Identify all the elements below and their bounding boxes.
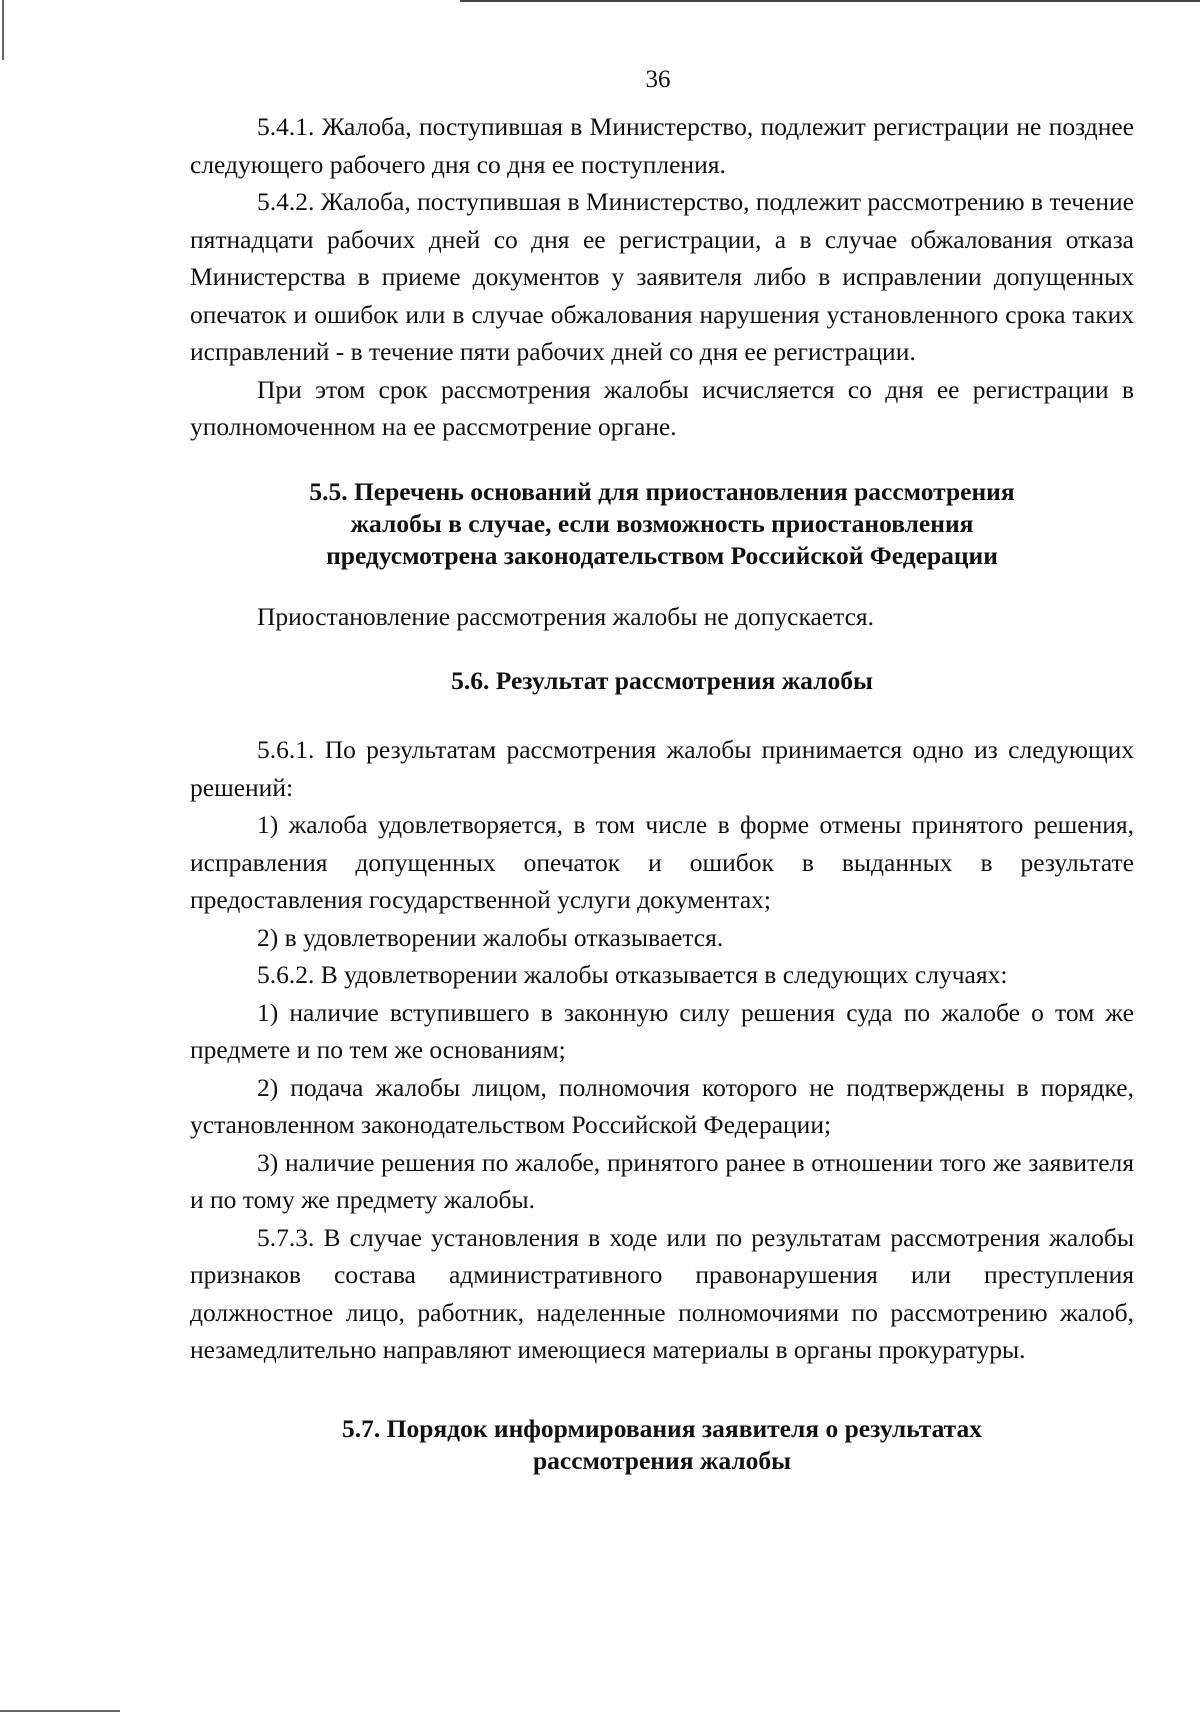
paragraph-5-6-1: 5.6.1. По результатам рассмотрения жалобы принимается одно из следующих решений: (190, 735, 1134, 802)
heading-5-7 (190, 1413, 1134, 1477)
document-body (190, 108, 1134, 1477)
paragraph-5-4-2: 5.4.2. Жалоба, поступившая в Министерство, подлежит рассмотрению в течение пятнадцати рабочих дней со дня ее регистрации, а в случае обжалования отказа Министерства в приеме документов у заявителя либо в исправлении допущенных опечаток и ошибок или в случае обжалования нарушения установленного срока таких исправлений - в течение пяти рабочих дней со дня ее регистрации. (190, 187, 1134, 366)
scan-edge-bottom (0, 1710, 120, 1712)
heading-5-7-line-2: рассмотрения жалобы (532, 1445, 792, 1475)
list-item-5-6-1-1: 1) жалоба удовлетворяется, в том числе в форме отмены принятого решения, исправления допущенных опечаток и ошибок в выданных в результате предоставления государственной услуги документах; (190, 810, 1134, 914)
heading-5-6: 5.6. Результат рассмотрения жалобы (451, 666, 873, 695)
paragraph-5-5: Приостановление рассмотрения жалобы не допускается. (257, 601, 875, 631)
heading-5-7-line-1: 5.7. Порядок информирования заявителя о результатах (341, 1413, 983, 1443)
paragraph-5-7-3: 5.7.3. В случае установления в ходе или по результатам рассмотрения жалобы признаков состава административного правонарушения или преступления должностное лицо, работник, наделенные полномочиями по рассмотрению жалоб, незамедлительно направляют имеющиеся материалы в органы прокуратуры. (190, 1222, 1134, 1364)
list-item-5-6-2-3: 3) наличие решения по жалобе, принятого ранее в отношении того же заявителя и по тому же предмету жалобы. (190, 1147, 1134, 1214)
list-item-5-6-2-1: 1) наличие вступившего в законную силу решения суда по жалобе о том же предмете и по тем же основаниям; (190, 997, 1134, 1064)
heading-5-5-line-2: жалобы в случае, если возможность приостановления (350, 508, 974, 538)
paragraph-calculation-term: При этом срок рассмотрения жалобы исчисляется со дня ее регистрации в уполномоченном на ее рассмотрение органе. (190, 374, 1134, 441)
heading-5-5-line-1: 5.5. Перечень оснований для приостановления рассмотрения (309, 476, 1015, 506)
list-item-5-6-2-2: 2) подача жалобы лицом, полномочия которого не подтверждены в порядке, установленном законодательством Российской Федерации; (190, 1072, 1134, 1139)
scan-edge-left (2, 0, 4, 60)
heading-5-5-line-3: предусмотрена законодательством Российской Федерации (326, 540, 998, 570)
heading-5-5 (190, 476, 1134, 572)
page-number: 36 (645, 66, 671, 93)
paragraph-5-4-1: 5.4.1. Жалоба, поступившая в Министерство, подлежит регистрации не позднее следующего рабочего дня со дня ее поступления. (190, 112, 1134, 179)
paragraph-5-6-2: 5.6.2. В удовлетворении жалобы отказывается в следующих случаях: (257, 960, 1008, 989)
scan-edge-top (460, 0, 1200, 2)
list-item-5-6-1-2: 2) в удовлетворении жалобы отказывается. (257, 922, 724, 952)
